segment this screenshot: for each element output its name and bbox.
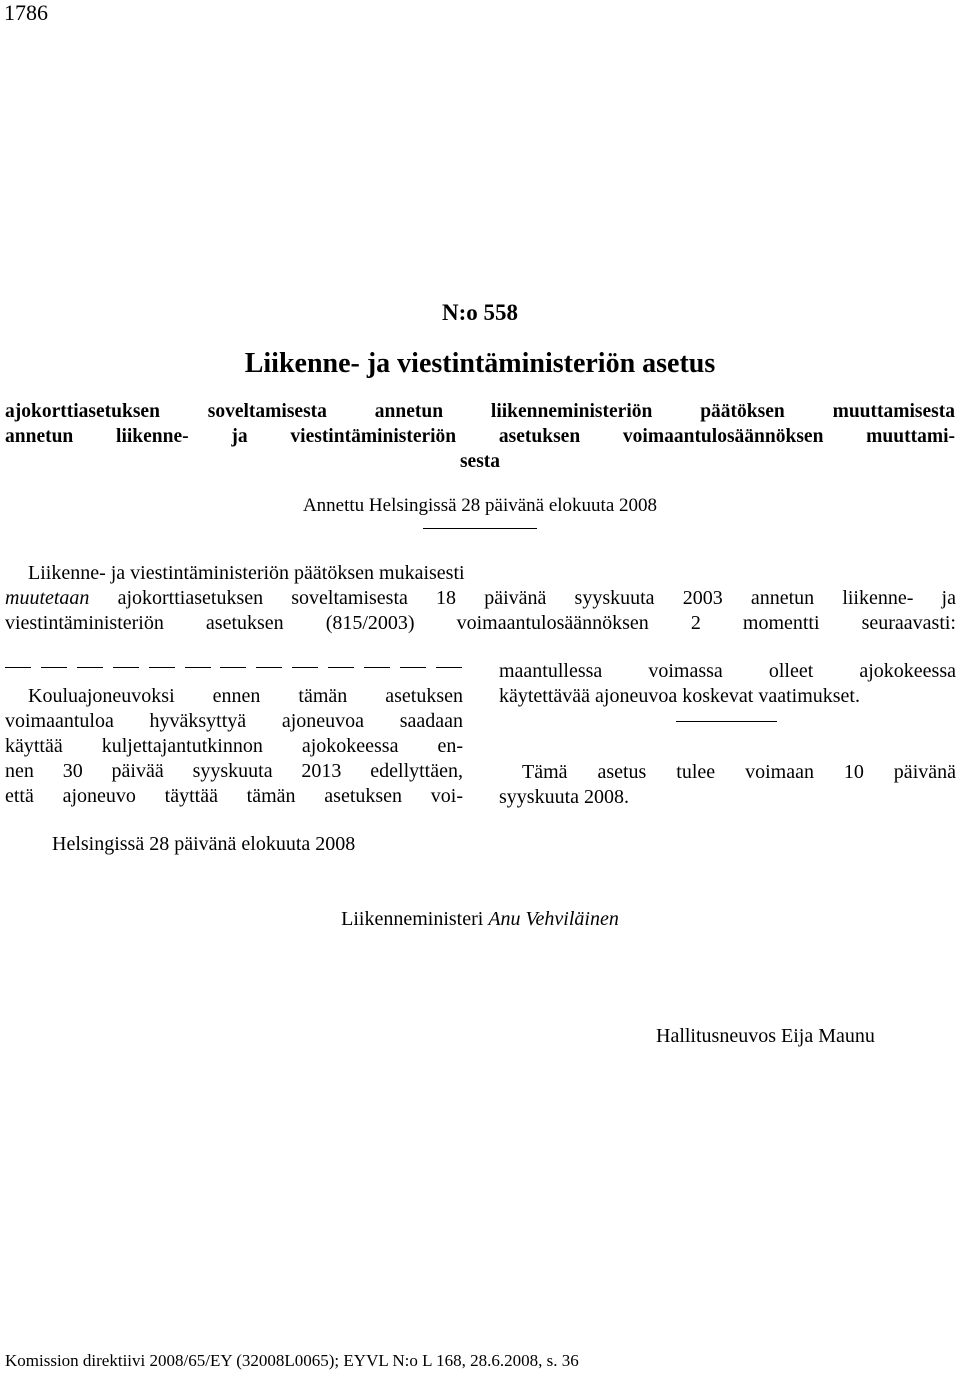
entry-line: Tämä asetus tulee voimaan 10 päivänä [522, 761, 956, 783]
minister-title: Liikenneministeri [341, 908, 489, 930]
title-divider [423, 528, 537, 529]
subtitle-line: ajokorttiasetuksen soveltamisesta annetun liikenneministeriön päätöksen muuttamisesta [5, 401, 955, 422]
subtitle-line: sesta [459, 451, 501, 472]
subtitle-line: annetun liikenne- ja viestintäministeriön asetuksen voimaantulosäännöksen muuttami- [5, 426, 955, 447]
entry-line: syyskuuta 2008. [499, 786, 629, 808]
dash [113, 667, 139, 668]
dash [149, 667, 175, 668]
dash [292, 667, 318, 668]
left-column-line: Kouluajoneuvoksi ennen tämän asetuksen [28, 685, 463, 707]
signature-place-date: Helsingissä 28 päivänä elokuuta 2008 [52, 833, 356, 855]
right-column-text [499, 659, 956, 709]
decree-subtitle [5, 399, 955, 474]
omitted-text-marker [5, 655, 462, 668]
intro-line: viestintäministeriön asetuksen (815/2003) voimaantulosäännöksen 2 momentti seuraavasti: [5, 612, 956, 634]
dash [400, 667, 426, 668]
minister-name: Anu Vehviläinen [488, 908, 619, 930]
dash [77, 667, 103, 668]
dash [436, 667, 462, 668]
left-column-text [5, 684, 463, 809]
decree-title: Liikenne- ja viestintäministeriön asetus [244, 348, 716, 379]
left-column-line: että ajoneuvo täyttää tämän asetuksen voi- [5, 785, 463, 807]
dash [185, 667, 211, 668]
page-number: 1786 [4, 0, 48, 25]
footnote: Komission direktiivi 2008/65/EY (32008L0065); EYVL N:o L 168, 28.6.2008, s. 36 [5, 1351, 579, 1370]
decree-number: N:o 558 [441, 300, 519, 325]
intro-line: Liikenne- ja viestintäministeriön päätöksen mukaisesti [28, 562, 465, 584]
left-column-line: voimaantuloa hyväksyttyä ajoneuvoa saadaan [5, 710, 463, 732]
entry-into-force [499, 760, 956, 810]
dash [364, 667, 390, 668]
intro-keyword: muutetaan [5, 587, 90, 609]
dash [41, 667, 67, 668]
dash [256, 667, 282, 668]
dash [5, 667, 31, 668]
counsellor-signature: Hallitusneuvos Eija Maunu [656, 1025, 875, 1047]
dash [220, 667, 246, 668]
intro-line-rest: ajokorttiasetuksen soveltamisesta 18 päivänä syyskuuta 2003 annetun liikenne- ja [89, 587, 956, 609]
intro-paragraph [5, 561, 956, 636]
section-divider [676, 721, 777, 722]
right-column-line: käytettävää ajoneuvoa koskevat vaatimukset. [499, 685, 860, 707]
given-date: Annettu Helsingissä 28 päivänä elokuuta 2008 [302, 495, 658, 516]
dash [328, 667, 354, 668]
intro-line [5, 586, 956, 611]
minister-signature [0, 906, 960, 932]
left-column-line: nen 30 päivää syyskuuta 2013 edellyttäen, [5, 760, 463, 782]
left-column-line: käyttää kuljettajantutkinnon ajokokeessa en- [5, 735, 463, 757]
right-column-line: maantullessa voimassa olleet ajokokeessa [499, 660, 956, 682]
